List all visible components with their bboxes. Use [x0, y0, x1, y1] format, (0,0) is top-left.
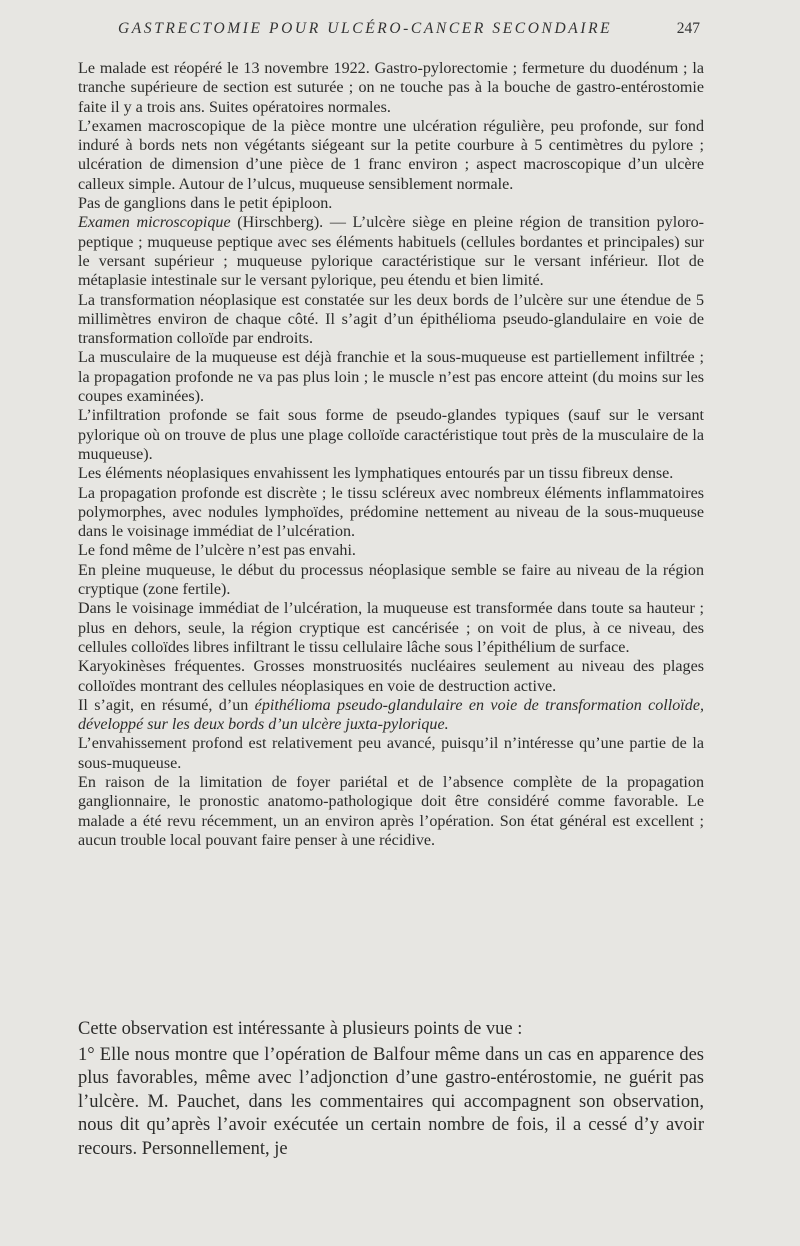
italic-summary: épithélioma pseudo-glandulaire en voie de transformation colloïde, développé sur les deux bords d’un ulcère juxta-pylorique. [78, 696, 704, 734]
paragraph: La propagation profonde est discrète ; le tissu scléreux avec nombreux éléments inflammatoires polymorphes, avec nodules lymphoïdes, prédomine nettement au niveau de la sous-muqueuse dans le voisinage immédiat de l’ulcération. [78, 484, 704, 541]
paragraph: En pleine muqueuse, le début du processus néoplasique semble se faire au niveau de la région cryptique (zone fertile). [78, 561, 704, 599]
paragraph: Examen microscopique (Hirschberg). — L’ulcère siège en pleine région de transition pyloro-peptique ; muqueuse peptique avec ses éléments habituels (cellules bordantes et principales) sur le versant supérieur ; muqueuse pylorique caractéristique sur le versant inférieur. Ilot de métaplasie intestinale sur le versant pylorique, peu étendu et bien limité. [78, 214, 705, 290]
paragraph: L’envahissement profond est relativement peu avancé, puisqu’il n’intéresse qu’une partie de la sous-muqueuse. [78, 735, 704, 772]
paragraph: En raison de la limitation de foyer pariétal et de l’absence complète de la propagation ganglionnaire, le pronostic anatomo-pathologique doit être considéré comme favorable. Le malade a été revu récemment, un an environ après l’opération. Son état général est excellent ; aucun trouble local pouvant faire penser à une récidive. [78, 773, 704, 849]
paragraph: La transformation néoplasique est constatée sur les deux bords de l’ulcère sur une étendue de 5 millimètres environ de chaque côté. Il s’agit d’un épithélioma pseudo-glandulaire en voie de transformation colloïde par endroits. [78, 291, 704, 348]
italic-lead: Examen microscopique [78, 214, 231, 232]
paragraph: L’examen macroscopique de la pièce montre une ulcération régulière, peu profonde, sur fond induré à bords nets non végétants siégeant sur la petite courbure à 5 centimètres du pylore ; ulcération de dimension d’une pièce de 1 franc environ ; aspect macroscopique d’un ulcère calleux simple. Autour de l’ulcus, muqueuse sensiblement normale. [78, 117, 704, 193]
commentary-text [78, 1018, 704, 1162]
paragraph: La musculaire de la muqueuse est déjà franchie et la sous-muqueuse est partiellement infiltrée ; la propagation profonde ne va pas plus loin ; le muscle n’est pas encore atteint (du moins sur les coupes examinées). [78, 349, 704, 406]
paragraph: Dans le voisinage immédiat de l’ulcération, la muqueuse est transformée dans toute sa hauteur ; plus en dehors, seule, la région cryptique est cancérisée ; on voit de plus, à ce niveau, des cellules colloïdes libres infiltrant le tissu cellulaire lâche sous l’épithélium de surface. [78, 600, 704, 656]
page-number: 247 [676, 20, 700, 37]
paragraph: Karyokinèses fréquentes. Grosses monstruosités nucléaires seulement au niveau des plages colloïdes montrant des cellules néoplasiques en voie de destruction active. [78, 658, 704, 695]
paragraph: Pas de ganglions dans le petit épiploon. [78, 195, 333, 213]
case-report-text [78, 59, 704, 850]
running-title: GASTRECTOMIE POUR ULCÉRO-CANCER SECONDAIRE [118, 20, 613, 37]
paragraph: L’infiltration profonde se fait sous forme de pseudo-glandes typiques (sauf sur le versant pylorique où on trouve de plus une plage colloïde caractéristique tout près de la musculaire de la muqueuse). [78, 407, 704, 463]
paragraph: Les éléments néoplasiques envahissent les lymphatiques entourés par un tissu fibreux dense. [78, 465, 674, 483]
paragraph: 1° Elle nous montre que l’opération de Balfour même dans un cas en apparence des plus favorables, même avec l’adjonction d’une gastro-entérostomie, ne guérit pas l’ulcère. M. Pauchet, dans les commentaires qui accompagnent son observation, nous dit qu’après l’avoir exécutée un certain nombre de fois, il a cessé d’y avoir recours. Personnellement, je [78, 1044, 704, 1159]
paragraph: Le malade est réopéré le 13 novembre 1922. Gastro-pylorectomie ; fermeture du duodénum ; la tranche supérieure de section est suturée ; on ne touche pas à la bouche de gastro-entérostomie faite il y a trois ans. Suites opératoires normales. [78, 60, 704, 116]
paragraph: Le fond même de l’ulcère n’est pas envahi. [78, 542, 356, 560]
running-header [78, 20, 704, 42]
paragraph: Cette observation est intéressante à plusieurs points de vue : [78, 1019, 523, 1039]
paragraph: Il s’agit, en résumé, d’un épithélioma pseudo-glandulaire en voie de transformation colloïde, développé sur les deux bords d’un ulcère juxta-pylorique. [78, 696, 704, 734]
